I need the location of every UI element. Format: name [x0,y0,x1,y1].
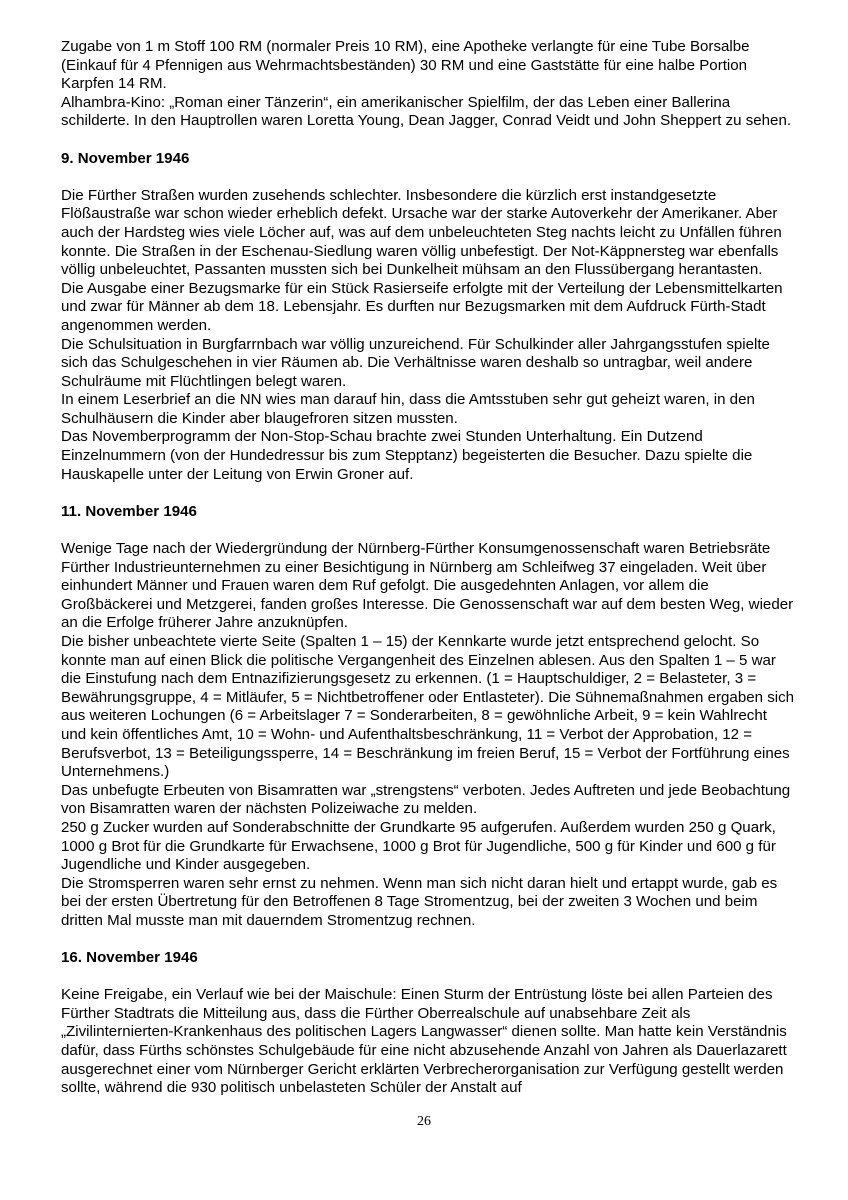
section-1-paragraph-1: Die Fürther Straßen wurden zusehends schlechter. Insbesondere die kürzlich erst instandgesetzte Flößaustraße war schon wieder erheblich defekt. Ursache war der starke Autoverkehr der Amerikaner. Aber auch der Hardsteg wies viele Löcher auf, was auf dem unbeleuchteten Steg nachts leicht zu Unfällen führen konnte. Die Straßen in der Eschenau-Siedlung waren völlig unbefestigt. Der Not-Käppnersteg war ebenfalls völlig unbeleuchtet, Passanten mussten sich bei Dunkelheit mühsam an den Flussübergang herantasten. [61,186,782,279]
section-1-paragraph-3: Die Schulsituation in Burgfarrnbach war völlig unzureichend. Für Schulkinder aller Jahrgangsstufen spielte sich das Schulgeschehen in vier Räumen ab. Die Verhältnisse waren deshalb so untragbar, weil andere Schulräume mit Flüchtlingen belegt waren. [61,335,770,390]
section-heading-nov-11: 11. November 1946 [61,502,197,520]
section-heading-nov-9: 9. November 1946 [61,149,190,167]
section-1-paragraph-4: In einem Leserbrief an die NN wies man darauf hin, dass die Amtsstuben sehr gut geheizt waren, in den Schulhäusern die Kinder aber blaugefroren sitzen mussten. [61,391,755,427]
section-3-paragraph-1: Keine Freigabe, ein Verlauf wie bei der Maischule: Einen Sturm der Entrüstung löste bei allen Parteien des Fürther Stadtrats die Mitteilung aus, dass die Fürther Oberrealschule auf unabsehbare Zeit als „Zivilinternierten-Krankenhaus des politischen Lagers Langwasser“ dienen sollte. Man hatte kein Verständnis dafür, dass Fürths schönstes Schulgebäude für eine nicht abzusehende Anzahl von Jahren als Dauerlazarett ausgerechnet einer vom Nürnberger Gericht erklärten Verbrecherorganisation zur Verfügung gestellt werden sollte, während die 930 politisch unbelasteten Schüler der Anstalt auf [61,986,787,1097]
section-1-paragraph-2: Die Ausgabe einer Bezugsmarke für ein Stück Rasierseife erfolgte mit der Verteilung der Lebensmittelkarten und zwar für Männer ab dem 18. Lebensjahr. Es durften nur Bezugsmarken mit dem Aufdruck Fürth-Stadt angenommen werden. [61,279,783,334]
page-body [61,38,795,1098]
page-number: 26 [417,1114,431,1129]
section-2-paragraph-3: Das unbefugte Erbeuten von Bisamratten war „strengstens“ verboten. Jedes Auftreten und jede Beobachtung von Bisamratten waren der nächsten Polizeiwache zu melden. [61,781,791,818]
section-2-paragraph-1: Wenige Tage nach der Wiedergründung der Nürnberg-Fürther Konsumgenossenschaft waren Betriebsräte Fürther Industrieunternehmen zu einer Besichtigung in Nürnberg am Schleifweg 37 eingeladen. Weit über einhundert Männer und Frauen waren dem Ruf gefolgt. Die ausgedehnten Anlagen, vor allem die Großbäckerei und Metzgerei, fanden großes Interesse. Die Genossenschaft war auf dem besten Weg, wieder an die Erfolge früherer Jahre anzuknüpfen. [61,540,794,632]
section-heading-nov-16: 16. November 1946 [61,949,198,967]
intro-paragraph-2: Alhambra-Kino: „Roman einer Tänzerin“, ein amerikanischer Spielfilm, der das Leben einer Ballerina schilderte. In den Hauptrollen waren Loretta Young, Dean Jagger, Conrad Veidt und John Sheppert zu sehen. [61,93,792,130]
section-2-paragraph-5: Die Stromsperren waren sehr ernst zu nehmen. Wenn man sich nicht daran hielt und ertappt wurde, gab es bei der ersten Übertretung für den Betroffenen 8 Tage Stromentzug, bei der zweiten 3 Wochen und beim dritten Mal musste man mit dauerndem Stromentzug rechnen. [61,874,778,929]
section-2-paragraph-4: 250 g Zucker wurden auf Sonderabschnitte der Grundkarte 95 aufgerufen. Außerdem wurden 250 g Quark, 1000 g Brot für die Grundkarte für Erwachsene, 1000 g Brot für Jugendliche, 500 g für Kinder und 600 g für Jugendliche und Kinder ausgegeben. [61,818,776,874]
intro-paragraph-1: Zugabe von 1 m Stoff 100 RM (normaler Preis 10 RM), eine Apotheke verlangte für eine Tube Borsalbe (Einkauf für 4 Pfennigen aus Wehrmachtsbeständen) 30 RM und eine Gaststätte für eine halbe Portion Karpfen 14 RM. [61,38,750,93]
section-1-paragraph-5: Das Novemberprogramm der Non-Stop-Schau brachte zwei Stunden Unterhaltung. Ein Dutzend Einzelnummern (von der Hundedressur bis zum Stepptanz) begeisterten die Besucher. Dazu spielte die Hauskapelle unter der Leitung von Erwin Groner auf. [61,428,753,483]
section-2-paragraph-2: Die bisher unbeachtete vierte Seite (Spalten 1 – 15) der Kennkarte wurde jetzt entsprechend gelocht. So konnte man auf einen Blick die politische Vergangenheit des Einzelnen ablesen. Aus den Spalten 1 – 5 war die Einstufung nach dem Entnazifizierungsgesetz zu erkennen. (1 = Hauptschuldiger, 2 = Belasteter, 3 = Bewährungsgruppe, 4 = Mitläufer, 5 = Nichtbetroffener oder Entlasteter). Die Sühnemaßnahmen ergaben sich aus weiteren Lochungen (6 = Arbeitslager 7 = Sonderarbeiten, 8 = gewöhnliche Arbeit, 9 = kein Wahlrecht und kein öffentliches Amt, 10 = Wohn- und Aufenthaltsbeschränkung, 11 = Verbot der Approbation, 12 = Berufsverbot, 13 = Beteiligungssperre, 14 = Beschränkung im freien Beruf, 15 = Verbot der Fortführung eines Unternehmens.) [61,633,795,781]
